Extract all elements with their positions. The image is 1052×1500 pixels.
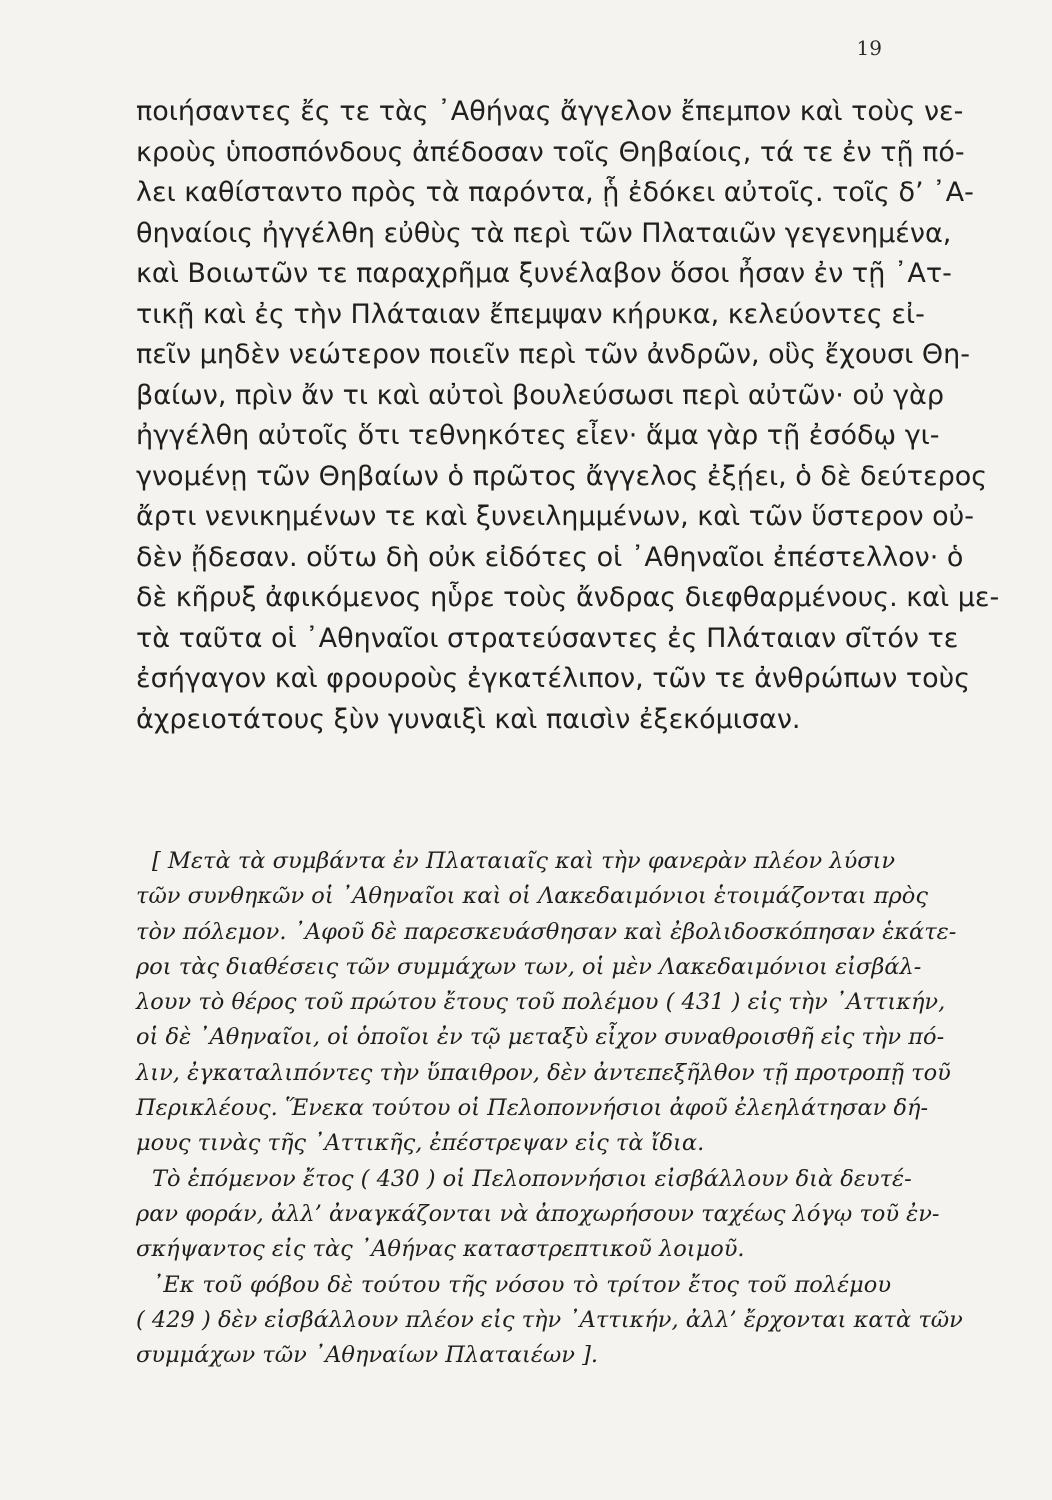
commentary-line: λουν τὸ θέρος τοῦ πρώτου ἔτους τοῦ πολέμου ( 431 ) εἰς τὴν ᾿Αττικήν, xyxy=(136,989,946,1016)
commentary-line: [ Μετὰ τὰ συμβάντα ἐν Πλαταιαῖς καὶ τὴν φανερὰν πλέον λύσιν xyxy=(152,848,896,874)
commentary-line: ( 429 ) δὲν εἰσβάλλουν πλέον εἰς τὴν ᾿Αττικήν, ἀλλ’ ἔρχονται κατὰ τῶν xyxy=(136,1306,963,1333)
text-line: θηναίοις ἠγγέλθη εὐθὺς τὰ περὶ τῶν Πλαταιῶν γεγενημένα, xyxy=(136,217,952,249)
commentary-line: Περικλέους. Ἕνεκα τούτου οἱ Πελοποννήσιοι ἀφοῦ ἐλεηλάτησαν δή- xyxy=(136,1095,929,1122)
commentary-line: ᾿Εκ τοῦ φόβου δὲ τούτου τῆς νόσου τὸ τρίτον ἔτος τοῦ πολέμου xyxy=(152,1271,891,1298)
text-line: ἄρτι νενικημένων τε καὶ ξυνειλημμένων, καὶ τῶν ὕστερον οὐ- xyxy=(136,501,975,532)
commentary-line: τὸν πόλεμον. ᾿Αφοῦ δὲ παρεσκευάσθησαν καὶ ἐβολιδοσκόπησαν ἑκάτε- xyxy=(136,918,957,945)
text-line: καὶ Βοιωτῶν τε παραχρῆμα ξυνέλαβον ὅσοι ἦσαν ἐν τῇ ᾿Ατ- xyxy=(136,258,952,289)
text-line: ἠγγέλθη αὐτοῖς ὅτι τεθνηκότες εἶεν· ἅμα γὰρ τῇ ἐσόδῳ γι- xyxy=(136,420,940,451)
commentary-line: σκήψαντος εἰς τὰς ᾿Αθήνας καταστρεπτικοῦ λοιμοῦ. xyxy=(136,1236,745,1263)
text-line: πεῖν μηδὲν νεώτερον ποιεῖν περὶ τῶν ἀνδρῶν, οὓς ἔχουσι Θη- xyxy=(136,339,970,370)
commentary-line: ροι τὰς διαθέσεις τῶν συμμάχων των, οἱ μὲν Λακεδαιμόνιοι εἰσβάλ- xyxy=(136,953,922,980)
commentary-line: οἱ δὲ ᾿Αθηναῖοι, οἱ ὁποῖοι ἐν τῷ μεταξὺ εἶχον συναθροισθῆ εἰς τὴν πό- xyxy=(136,1024,945,1051)
text-line: τικῇ καὶ ἐς τὴν Πλάταιαν ἔπεμψαν κήρυκα, κελεύοντες εἰ- xyxy=(136,298,925,330)
text-line: λει καθίσταντο πρὸς τὰ παρόντα, ᾗ ἐδόκει αὐτοῖς. τοῖς δ’ ᾿Α- xyxy=(136,177,974,208)
commentary-line: λιν, ἐγκαταλιπόντες τὴν ὕπαιθρον, δὲν ἀντεπεξῆλθον τῇ προτροπῇ τοῦ xyxy=(136,1059,951,1086)
commentary-line: συμμάχων τῶν ᾿Αθηναίων Πλαταιέων ]. xyxy=(136,1342,599,1369)
text-line: βαίων, πρὶν ἄν τι καὶ αὐτοὶ βουλεύσωσι περὶ αὐτῶν· οὐ γὰρ xyxy=(136,379,944,411)
commentary-line: ραν φοράν, ἀλλ’ ἀναγκάζονται νὰ ἀποχωρήσουν ταχέως λόγῳ τοῦ ἐν- xyxy=(136,1200,940,1227)
commentary-line: τῶν συνθηκῶν οἱ ᾿Αθηναῖοι καὶ οἱ Λακεδαιμόνιοι ἑτοιμάζονται πρὸς xyxy=(136,883,928,910)
text-line: ἐσήγαγον καὶ φρουροὺς ἐγκατέλιπον, τῶν τε ἀνθρώπων τοὺς xyxy=(136,663,971,694)
commentary-line: μους τινὰς τῆς ᾿Αττικῆς, ἐπέστρεψαν εἰς τὰ ἴδια. xyxy=(136,1130,705,1157)
text-line: ἀχρειοτάτους ξὺν γυναιξὶ καὶ παισὶν ἐξεκόμισαν. xyxy=(136,703,801,735)
commentary-line: Τὸ ἑπόμενον ἔτος ( 430 ) οἱ Πελοποννήσιοι εἰσβάλλουν διὰ δευτέ- xyxy=(152,1165,912,1192)
text-line: δὲ κῆρυξ ἀφικόμενος ηὗρε τοὺς ἄνδρας διεφθαρμένους. καὶ με- xyxy=(136,582,1000,613)
text-line: γνομένῃ τῶν Θηβαίων ὁ πρῶτος ἄγγελος ἐξῄει, ὁ δὲ δεύτερος xyxy=(136,460,988,492)
text-line: τὰ ταῦτα οἱ ᾿Αθηναῖοι στρατεύσαντες ἐς Πλάταιαν σῖτόν τε xyxy=(136,622,959,654)
page-number: 19 xyxy=(856,36,882,60)
text-line: ποιήσαντες ἔς τε τὰς ᾿Αθήνας ἄγγελον ἔπεμπον καὶ τοὺς νε- xyxy=(136,96,964,127)
text-line: κροὺς ὑποσπόνδους ἀπέδοσαν τοῖς Θηβαίοις, τά τε ἐν τῇ πό- xyxy=(136,136,965,168)
main-greek-text xyxy=(136,92,1000,740)
commentary-text xyxy=(136,844,963,1373)
text-line: δὲν ᾔδεσαν. οὕτω δὴ οὐκ εἰδότες οἱ ᾿Αθηναῖοι ἐπέστελλον· ὁ xyxy=(136,541,964,573)
